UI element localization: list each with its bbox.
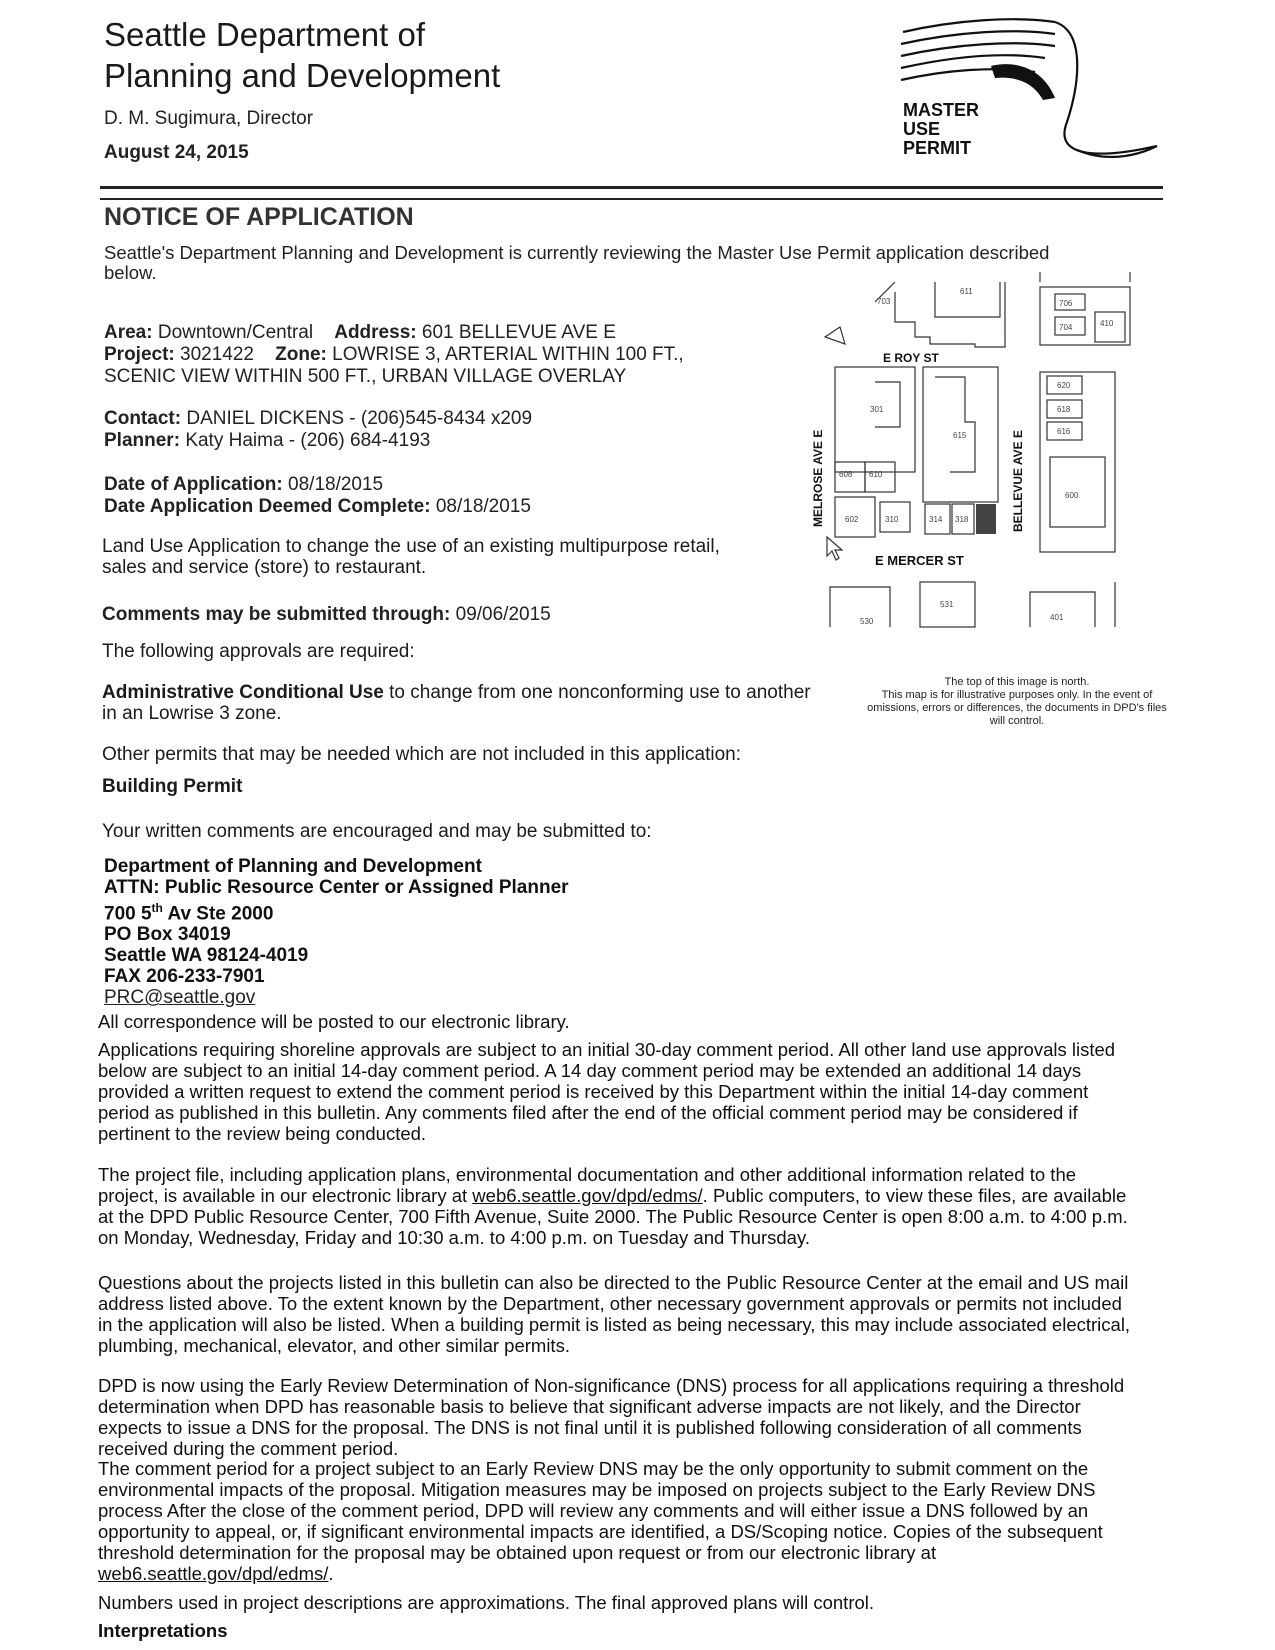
edms-link-2[interactable]: web6.seattle.gov/dpd/edms/: [98, 1563, 329, 1584]
address-line-fax: FAX 206-233-7901: [104, 966, 265, 988]
approval-description: to change from one nonconforming use to another in an Lowrise 3 zone.: [102, 682, 811, 724]
map-label-401: 401: [1050, 613, 1064, 622]
date-of-application-label: Date of Application:: [104, 474, 283, 495]
map-label-618: 618: [1057, 405, 1071, 414]
address-line-department: Department of Planning and Development: [104, 856, 482, 877]
vicinity-map: [811, 282, 1185, 662]
project-file-text: The project file, including application plans, environmental documentation and other additional information related to the project, is available in our electronic library at: [98, 1164, 1077, 1206]
map-street-melrose: MELROSE AVE E: [811, 429, 825, 527]
map-label-310: 310: [885, 515, 899, 524]
logo-text-line3: PERMIT: [903, 138, 972, 158]
map-street-roy: E ROY ST: [883, 351, 939, 365]
address-line-street: [104, 898, 569, 924]
address-line-attn: ATTN: Public Resource Center or Assigned Planner: [104, 877, 569, 898]
planner-line: [104, 430, 834, 452]
approval-name: Administrative Conditional Use: [102, 682, 384, 703]
project-description: Land Use Application to change the use of an existing multipurpose retail, sales and service (store) to restaurant.: [102, 536, 720, 578]
map-label-703: 703: [877, 297, 891, 306]
map-street-bellevue: BELLEVUE AVE E: [1011, 429, 1025, 532]
area-address-line: [104, 322, 834, 344]
logo-text-line1: MASTER: [903, 100, 979, 120]
map-parcel-301: [835, 367, 915, 472]
numbers-note: Numbers used in project descriptions are approximations. The final approved plans will control.: [98, 1592, 875, 1613]
comments-deadline-label: Comments may be submitted through:: [102, 604, 451, 625]
map-label-530: 530: [860, 617, 874, 626]
other-permits-text: Other permits that may be needed which are not included in this application:: [102, 744, 741, 765]
correspondence-note: All correspondence will be posted to our electronic library.: [98, 1011, 570, 1032]
project-file-paragraph: [98, 1164, 1138, 1248]
address-line-city: Seattle WA 98124-4019: [104, 945, 309, 967]
map-label-600: 600: [1065, 491, 1079, 500]
map-label-314: 314: [929, 515, 943, 524]
area-value: Downtown/Central: [157, 322, 314, 343]
date-of-application-line: [104, 474, 834, 496]
approvals-required-text: The following approvals are required:: [102, 641, 415, 662]
project-value: 3021422: [180, 344, 254, 365]
logo-text-line2: USE: [903, 119, 941, 139]
comment-opportunity-paragraph: [98, 1458, 1138, 1584]
map-building-615: [935, 377, 975, 472]
contact-label: Contact:: [104, 408, 182, 429]
contact-line: [104, 408, 834, 430]
map-label-704: 704: [1059, 323, 1073, 332]
project-file-text-continued: . Public computers, to view these files, are available at the DPD Public Resource Center, 700 Fifth Avenue, Suite 2000. The Public Resource Center is open 8:00 a.m. to 4:00 p.m. on Monday, Wednesday, Friday and 10:30 a.m. to 4:00 p.m. on Tuesday and Thursday.: [98, 1185, 1128, 1248]
planner-value: Katy Haima - (206) 684-4193: [185, 430, 431, 451]
contact-value: DANIEL DICKENS - (206)545-8434 x209: [186, 408, 533, 429]
street-number: 700 5: [104, 903, 152, 925]
map-parcel-703: [895, 282, 1005, 347]
zone-value-continued: SCENIC VIEW WITHIN 500 FT., URBAN VILLAGE OVERLAY: [104, 366, 627, 387]
planner-label: Planner:: [104, 430, 181, 451]
map-label-611: 611: [960, 287, 973, 296]
comment-opportunity-text: The comment period for a project subject to an Early Review DNS may be the only opportunity to submit comment on the environmental impacts of the proposal. Mitigation measures may be imposed on projects subject to the Early Review DNS process After the close of the comment period, DPD will review any comments and will either issue a DNS followed by an opportunity to appeal, or, if significant environmental impacts are identified, a DS/Scoping notice. Copies of the subsequent threshold determination for the proposal may be obtained upon request or from our electronic library at: [98, 1458, 1103, 1563]
notice-date: August 24, 2015: [104, 142, 249, 163]
interpretations-heading: Interpretations: [98, 1620, 228, 1641]
comment-period-paragraph: Applications requiring shoreline approvals are subject to an initial 30-day comment period. All other land use approvals listed below are subject to an initial 14-day comment period. A 14 day comment period may be extended an additional 14 days provided a written request to extend the comment period is received by this Department within the initial 14-day comment period as published in this bulletin. Any comments filed after the end of the official comment period may be considered if pertinent to the review being conducted.: [98, 1039, 1116, 1144]
notice-intro: Seattle's Department Planning and Development is currently reviewing the Master Use Permit application described below.: [104, 242, 1050, 283]
department-name-line1: Seattle Department of: [104, 16, 426, 53]
edms-link[interactable]: web6.seattle.gov/dpd/edms/: [472, 1185, 703, 1206]
director-name: D. M. Sugimura, Director: [104, 108, 314, 129]
map-subject-parcel: [976, 504, 996, 534]
header-rule: [100, 186, 1163, 200]
approval-item: [102, 682, 822, 724]
date-of-application-value: 08/18/2015: [288, 474, 384, 495]
mouse-pointer-icon: [826, 536, 844, 562]
date-complete-line: [104, 496, 834, 518]
map-label-608: 608: [839, 470, 853, 479]
written-comments-text: Your written comments are encouraged and may be submitted to:: [102, 821, 652, 842]
map-label-706: 706: [1059, 299, 1073, 308]
date-complete-label: Date Application Deemed Complete:: [104, 496, 431, 517]
map-right-block: [1040, 372, 1115, 552]
map-label-410: 410: [1100, 319, 1114, 328]
address-value: 601 BELLEVUE AVE E: [421, 322, 616, 343]
area-label: Area:: [104, 322, 153, 343]
department-name: [104, 14, 500, 96]
department-name-line2: Planning and Development: [104, 57, 501, 94]
map-caption-line1: The top of this image is north.: [944, 676, 1090, 688]
map-street-mercer: E MERCER ST: [875, 553, 964, 568]
map-label-318: 318: [955, 515, 969, 524]
building-permit-label: Building Permit: [102, 776, 243, 797]
questions-paragraph: Questions about the projects listed in this bulletin can also be directed to the Public Resource Center at the email and US mail address listed above. To the extent known by the Department, other necessary government approvals or permits not included in the application will also be listed. When a building permit is listed as being necessary, this may include associated electrical, plumbing, mechanical, elevator, and other similar permits.: [98, 1272, 1131, 1356]
map-label-602: 602: [845, 515, 859, 524]
comments-deadline-value: 09/06/2015: [455, 604, 551, 625]
comment-opportunity-end: .: [328, 1563, 334, 1584]
street-rest: Av Ste 2000: [162, 903, 274, 925]
comments-deadline-line: [102, 604, 832, 626]
project-zone-line: [104, 344, 834, 366]
email-link[interactable]: PRC@seattle.gov: [104, 987, 256, 1009]
early-review-dns-paragraph: DPD is now using the Early Review Determination of Non-significance (DNS) process for all applications requiring a threshold determination when DPD has reasonable basis to believe that significant adverse impacts are not likely, and the Director expects to issue a DNS for the proposal. The DNS is not final until it is published following consideration of all comments received during the comment period.: [98, 1375, 1125, 1459]
address-label: Address:: [334, 322, 417, 343]
map-caption-line2: This map is for illustrative purposes only. In the event of omissions, errors or differences, the documents in DPD's files will control.: [867, 689, 1167, 727]
date-complete-value: 08/18/2015: [435, 496, 531, 517]
map-label-610: 610: [869, 470, 883, 479]
notice-title: NOTICE OF APPLICATION: [104, 203, 414, 231]
logo-text: [903, 101, 979, 158]
map-label-301: 301: [870, 405, 884, 414]
zone-value: LOWRISE 3, ARTERIAL WITHIN 100 FT.,: [332, 344, 684, 365]
street-suffix: th: [151, 901, 163, 915]
project-label: Project:: [104, 344, 175, 365]
map-label-615: 615: [953, 431, 967, 440]
map-label-616: 616: [1057, 427, 1071, 436]
map-caption: [862, 676, 1172, 728]
address-line-po-box: PO Box 34019: [104, 924, 231, 946]
mailing-address-block: [104, 856, 569, 1008]
map-label-620: 620: [1057, 381, 1071, 390]
zone-label: Zone:: [275, 344, 327, 365]
map-label-531: 531: [940, 600, 954, 609]
